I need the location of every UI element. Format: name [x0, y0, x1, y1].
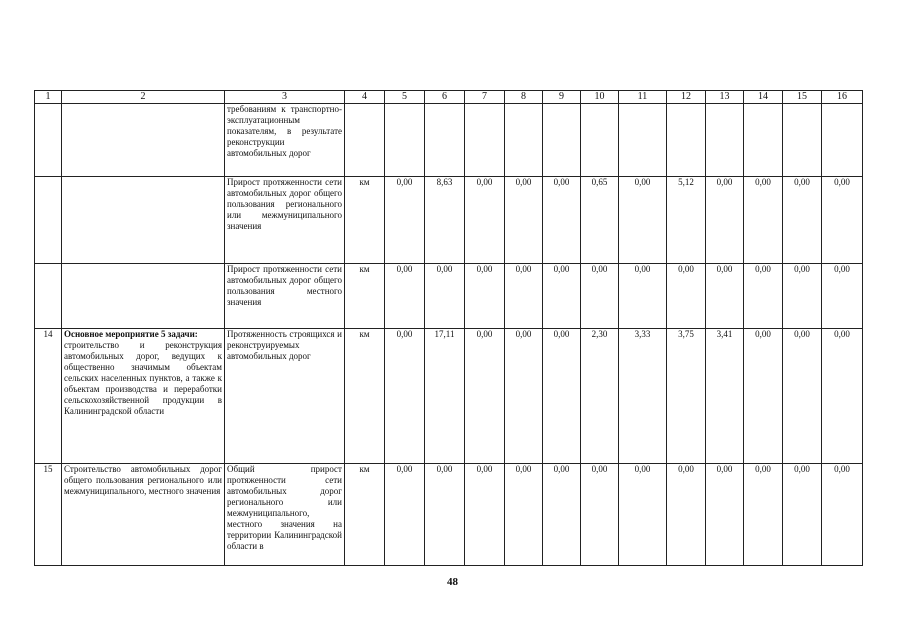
row-indicator: Общий прирост протяженности сети автомобильных дорог регионального или межмуниципального, местного значения на территории Калининградской области в [225, 464, 345, 566]
row-description [62, 177, 225, 264]
column-header: 12 [667, 91, 706, 104]
value-cell: 0,00 [425, 264, 465, 329]
table-row [35, 329, 863, 464]
row-number: 14 [35, 329, 62, 464]
value-cell: 0,65 [581, 177, 619, 264]
row-description-body: строительство и реконструкция автомобильных дорог, ведущих к общественно значимым объектам сельских населенных пунктов, а также к объектам производства и переработки сельскохозяйственной продукции в Калининградской области [64, 340, 222, 416]
value-cell: 0,00 [783, 177, 822, 264]
header-row [35, 91, 863, 104]
column-header: 10 [581, 91, 619, 104]
column-header: 15 [783, 91, 822, 104]
value-cell: 0,00 [744, 329, 783, 464]
value-cell: 0,00 [706, 264, 744, 329]
value-cell: 0,00 [822, 177, 863, 264]
column-header: 14 [744, 91, 783, 104]
value-cell: 0,00 [667, 264, 706, 329]
value-cell: 0,00 [783, 264, 822, 329]
row-indicator: Прирост протяженности сети автомобильных дорог общего пользования регионального или межмуниципального значения [225, 177, 345, 264]
value-cell: 0,00 [581, 264, 619, 329]
column-header: 6 [425, 91, 465, 104]
column-header: 5 [385, 91, 425, 104]
value-cell: 0,00 [822, 329, 863, 464]
value-cell: 0,00 [783, 464, 822, 566]
row-description [62, 264, 225, 329]
table-row [35, 104, 863, 177]
value-cell: 0,00 [783, 329, 822, 464]
value-cell: 0,00 [465, 464, 505, 566]
value-cell: 3,33 [619, 329, 667, 464]
value-cell: 5,12 [667, 177, 706, 264]
row-number [35, 104, 62, 177]
value-cell: 0,00 [543, 177, 581, 264]
column-header: 13 [706, 91, 744, 104]
value-cell [783, 104, 822, 177]
value-cell: 0,00 [744, 264, 783, 329]
column-header: 2 [62, 91, 225, 104]
row-description: Строительство автомобильных дорог общего пользования регионального или межмуниципального, местного значения [62, 464, 225, 566]
value-cell: 0,00 [706, 177, 744, 264]
row-description [62, 329, 225, 464]
value-cell [822, 104, 863, 177]
value-cell: 8,63 [425, 177, 465, 264]
row-indicator: Прирост протяженности сети автомобильных дорог общего пользования местного значения [225, 264, 345, 329]
value-cell: 0,00 [505, 464, 543, 566]
value-cell: 0,00 [619, 464, 667, 566]
value-cell: 3,41 [706, 329, 744, 464]
value-cell: 0,00 [619, 177, 667, 264]
value-cell: 0,00 [744, 177, 783, 264]
row-unit [345, 104, 385, 177]
column-header: 1 [35, 91, 62, 104]
value-cell: 0,00 [385, 264, 425, 329]
row-unit: км [345, 329, 385, 464]
value-cell [385, 104, 425, 177]
value-cell: 0,00 [505, 329, 543, 464]
row-unit: км [345, 264, 385, 329]
value-cell: 0,00 [385, 464, 425, 566]
value-cell: 0,00 [706, 464, 744, 566]
row-description [62, 104, 225, 177]
value-cell [465, 104, 505, 177]
value-cell [505, 104, 543, 177]
value-cell [744, 104, 783, 177]
column-header: 11 [619, 91, 667, 104]
value-cell [706, 104, 744, 177]
table-row [35, 177, 863, 264]
row-number [35, 177, 62, 264]
row-unit: км [345, 177, 385, 264]
row-unit: км [345, 464, 385, 566]
value-cell: 0,00 [465, 264, 505, 329]
column-header: 7 [465, 91, 505, 104]
indicators-table [34, 90, 863, 566]
value-cell: 0,00 [581, 464, 619, 566]
column-header: 3 [225, 91, 345, 104]
row-number: 15 [35, 464, 62, 566]
value-cell: 0,00 [543, 464, 581, 566]
value-cell: 0,00 [385, 329, 425, 464]
value-cell: 0,00 [425, 464, 465, 566]
column-header: 8 [505, 91, 543, 104]
row-indicator: Протяженность строящихся и реконструируемых автомобильных дорог [225, 329, 345, 464]
value-cell: 17,11 [425, 329, 465, 464]
value-cell: 0,00 [822, 264, 863, 329]
row-description-title: Основное мероприятие 5 задачи: [64, 329, 198, 339]
value-cell: 0,00 [543, 329, 581, 464]
value-cell: 0,00 [543, 264, 581, 329]
value-cell: 0,00 [505, 177, 543, 264]
value-cell: 0,00 [465, 329, 505, 464]
value-cell [581, 104, 619, 177]
value-cell: 0,00 [465, 177, 505, 264]
value-cell: 0,00 [505, 264, 543, 329]
value-cell [543, 104, 581, 177]
value-cell: 0,00 [385, 177, 425, 264]
value-cell [619, 104, 667, 177]
column-header: 9 [543, 91, 581, 104]
value-cell: 0,00 [744, 464, 783, 566]
column-header: 16 [822, 91, 863, 104]
value-cell [425, 104, 465, 177]
value-cell [667, 104, 706, 177]
row-number [35, 264, 62, 329]
value-cell: 0,00 [667, 464, 706, 566]
page-number: 48 [447, 576, 458, 588]
row-indicator: требованиям к транспортно-эксплуатационным показателям, в результате реконструкции автомобильных дорог [225, 104, 345, 177]
table-row [35, 264, 863, 329]
column-header: 4 [345, 91, 385, 104]
value-cell: 0,00 [619, 264, 667, 329]
value-cell: 2,30 [581, 329, 619, 464]
value-cell: 3,75 [667, 329, 706, 464]
table-row [35, 464, 863, 566]
value-cell: 0,00 [822, 464, 863, 566]
